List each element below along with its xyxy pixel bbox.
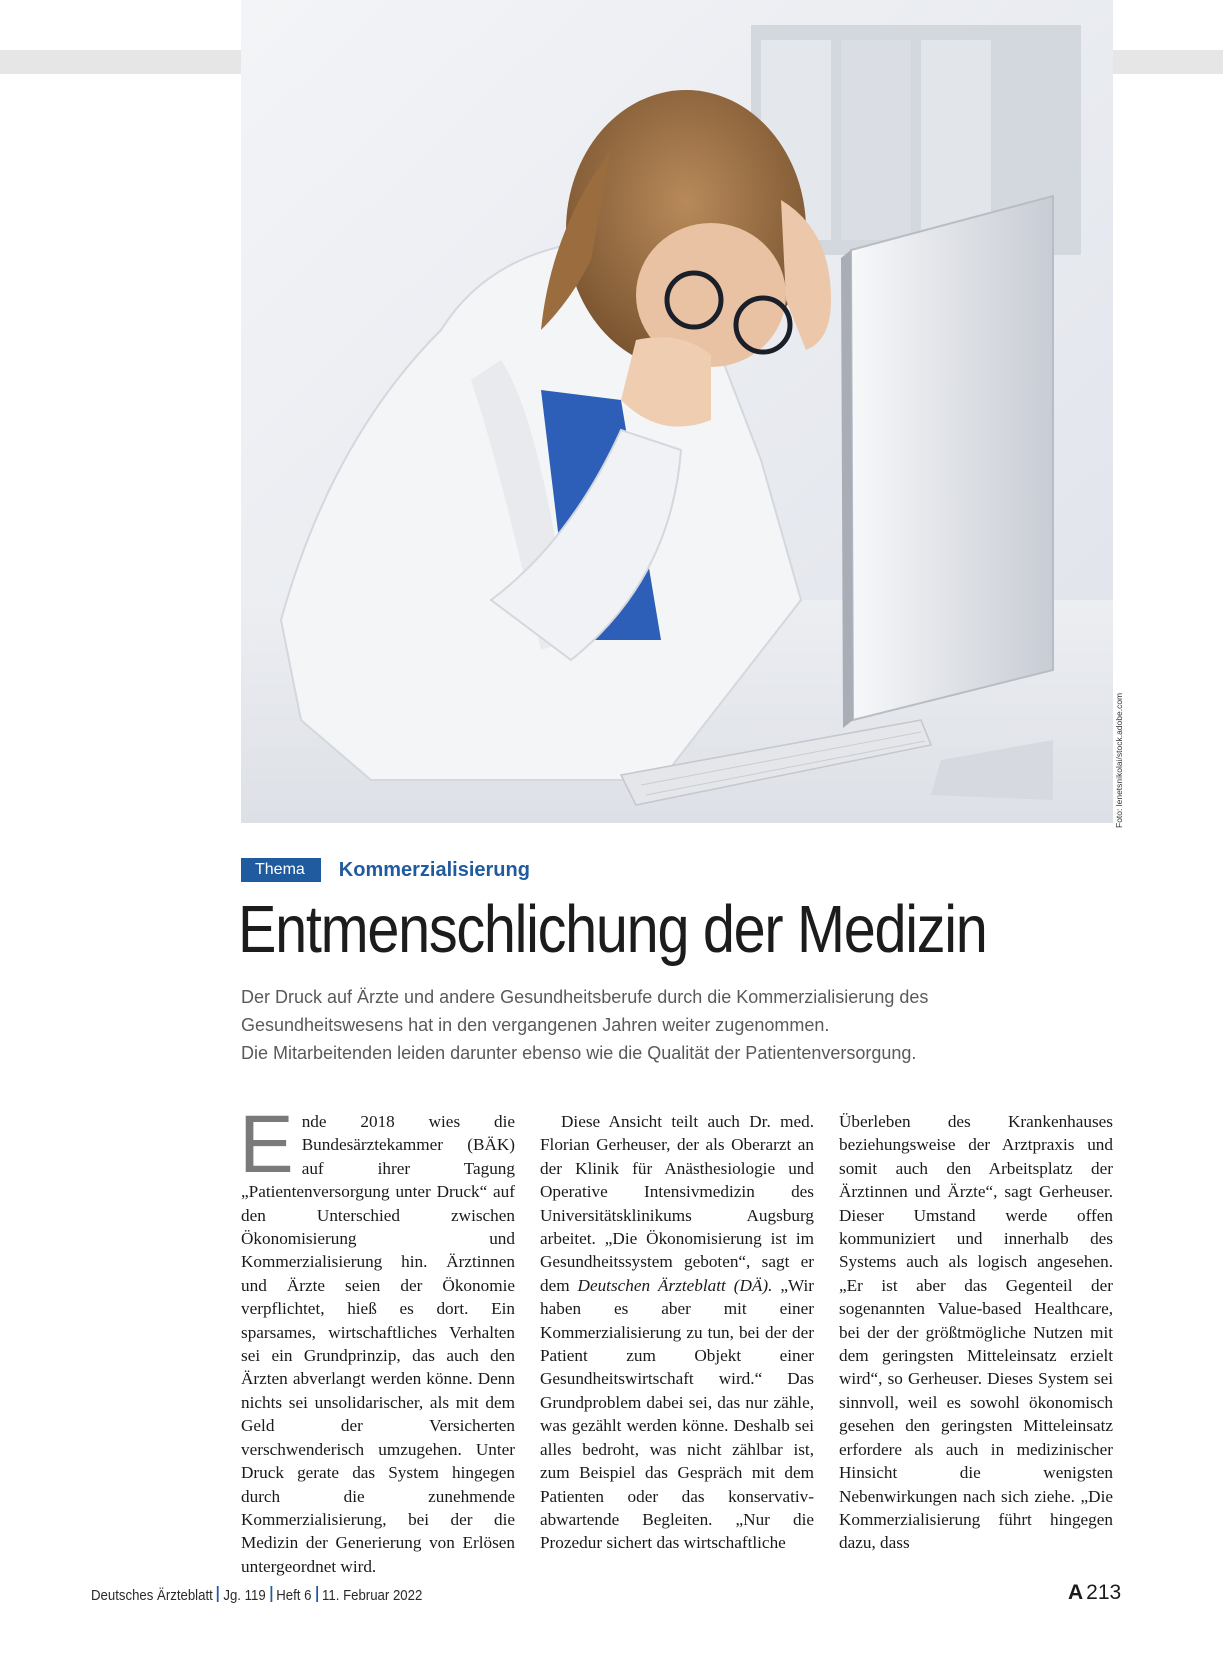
photo-credit: Foto: lenetsnikolai/stock.adobe.com xyxy=(1114,692,1124,828)
footer-separator xyxy=(270,1586,272,1602)
page-number-value: 213 xyxy=(1086,1581,1122,1604)
hero-photo xyxy=(241,0,1113,823)
headline: Entmenschlichung der Medizin xyxy=(238,892,987,967)
body-column-3 xyxy=(839,1110,1113,1555)
body-text: Diese Ansicht teilt auch Dr. med. Florian Gerheuser, der als Oberarzt an der Klinik für Anästhesiologie und Operative Intensivmedizin des Universitätsklinikums Augsburg arbeitet. „Die Ökonomisierung ist im Gesundheitssystem geboten“, sagt er dem xyxy=(540,1112,814,1295)
lead-line-2: Die Mitarbeitenden leiden darunter ebenso wie die Qualität der Patientenversorgung. xyxy=(241,1043,917,1063)
footer-volume: Jg. 119 xyxy=(223,1587,266,1604)
footer-issue: Heft 6 xyxy=(276,1587,312,1604)
rubric xyxy=(241,858,530,882)
footer-separator xyxy=(316,1586,318,1602)
lead-paragraph xyxy=(241,983,1041,1067)
lead-line-1: Der Druck auf Ärzte und andere Gesundheitsberufe durch die Kommerzialisierung des Gesundheitswesens hat in den vergangenen Jahren weiter zugenommen. xyxy=(241,987,929,1035)
footer-separator xyxy=(217,1586,219,1602)
footer-citation xyxy=(91,1586,422,1604)
footer-date: 11. Februar 2022 xyxy=(322,1587,423,1604)
drop-cap: E xyxy=(239,1099,294,1190)
page-number xyxy=(1068,1581,1121,1605)
body-paragraph xyxy=(540,1110,814,1555)
top-band-left xyxy=(0,50,241,74)
section-tag: Thema xyxy=(241,858,321,882)
footer-publication: Deutsches Ärzteblatt xyxy=(91,1587,213,1604)
body-paragraph xyxy=(239,1099,515,1578)
body-column-2 xyxy=(540,1110,814,1555)
body-paragraph: Überleben des Krankenhauses beziehungsweise der Arztpraxis und somit auch den Arbeitsplatz der Ärztinnen und Ärzte“, sagt Gerheuser. Dieser Umstand werde offen kommuniziert und innerhalb des Systems auch als logisch angesehen. „Er ist aber das Gegenteil der sogenannten Value-based Healthcare, bei der der größtmögliche Nutzen mit dem geringsten Mitteleinsatz erzielt wird“, so Gerheuser. Dieses System sei sinnvoll, weil es sowohl ökonomisch gesehen den geringsten Mitteleinsatz erfordere als auch in medizinischer Hinsicht die wenigsten Nebenwirkungen nach sich ziehe. „Die Kommerzialisierung führt hingegen dazu, dass xyxy=(839,1112,1113,1553)
top-band-right xyxy=(1113,50,1223,74)
photo-doctor-at-computer-icon xyxy=(241,0,1113,823)
publication-name: Deutschen Ärzteblatt (DÄ). xyxy=(577,1275,773,1295)
body-column-1 xyxy=(239,1099,515,1578)
body-text: „Wir haben es aber mit einer Kommerzialisierung zu tun, bei der der Patient zum Objekt einer Gesundheitswirtschaft wird.“ Das Grundproblem dabei sei, das nur zähle, was gezählt werden könne. Deshalb sei alles bedroht, was nicht zählbar ist, zum Beispiel das Gespräch mit dem Patienten oder das konservativ-abwartende Begleiten. „Nur die Prozedur sichert das wirtschaftliche xyxy=(540,1275,814,1553)
body-text: nde 2018 wies die Bundesärztekammer (BÄK) auf ihrer Tagung „Patientenversorgung unter Druck“ auf den Unterschied zwischen Ökonomisierung und Kommerzialisierung hin. Ärztinnen und Ärzte seien der Ökonomie verpflichtet, hieß es dort. Ein sparsames, wirtschaftliches Verhalten sei ein Grundprinzip, das auch den Ärzten abverlangt werden könne. Denn nichts sei unsolidarischer, als mit dem Geld der Versicherten verschwenderisch umzugehen. Unter Druck gerate das System hingegen durch die zunehmende Kommerzialisierung, bei der die Medizin der Generierung von Erlösen untergeordnet wird. xyxy=(241,1112,515,1576)
section-topic: Kommerzialisierung xyxy=(338,859,530,881)
page-letter: A xyxy=(1068,1581,1084,1604)
